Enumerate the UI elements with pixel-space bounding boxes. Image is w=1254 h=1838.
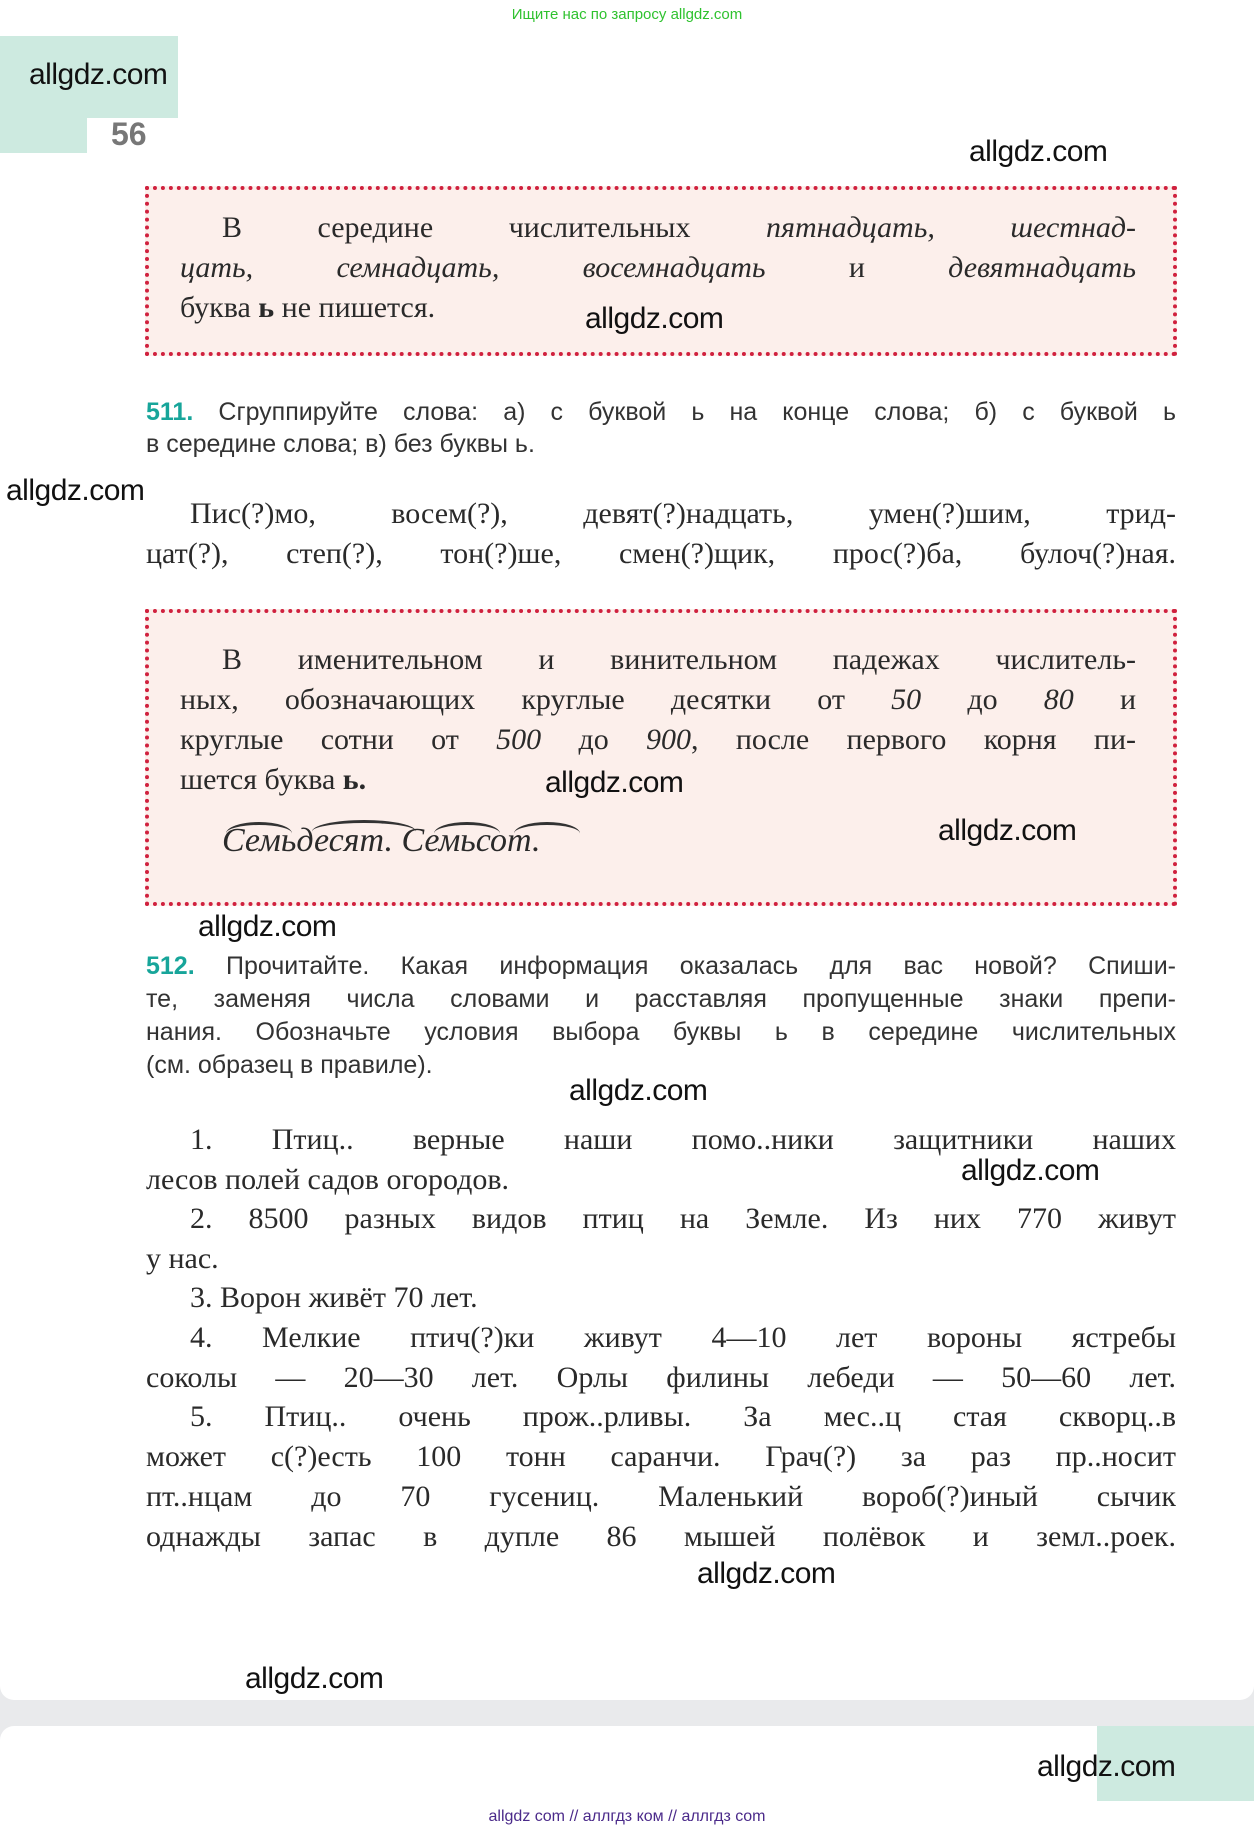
search-hint-link[interactable]: Ищите нас по запросу allgdz.com — [511, 6, 743, 23]
watermark: allgdz.com — [545, 766, 684, 799]
page-number: 56 — [111, 116, 147, 152]
exercise-512-task: 512. Прочитайте. Какая информация оказалась для вас новой? Спиши- — [146, 952, 1176, 980]
exercise-511-words: цат(?), степ(?), тон(?)ше, смен(?)щик, прос(?)ба, булоч(?)ная. — [146, 537, 1176, 570]
watermark: allgdz.com — [969, 135, 1108, 168]
rule2-line: круглые сотни от 500 до 900, после первого корня пи- — [180, 723, 1136, 756]
rule1-line: В середине числительных пятнадцать, шестнад- — [222, 211, 1137, 244]
rule2-line: В именительном и винительном падежах числитель- — [222, 643, 1136, 676]
exercise-512-line: у нас. — [146, 1242, 219, 1275]
exercise-512-line: 4. Мелкие птич(?)ки живут 4—10 лет вороны ястребы — [190, 1321, 1176, 1354]
exercise-511-words: Пис(?)мо, восем(?), девят(?)надцать, умен(?)шим, трид- — [190, 497, 1176, 530]
footer-links[interactable]: allgdz com // аллгдз ком // аллгдз com — [488, 1808, 766, 1825]
exercise-512-line: 5. Птиц.. очень прож..рливы. За мес..ц стая скворц..в — [190, 1400, 1176, 1433]
exercise-512-task: те, заменяя числа словами и расставляя пропущенные знаки препи- — [146, 985, 1176, 1013]
rule2-line: ных, обозначающих круглые десятки от 50 до 80 и — [180, 683, 1137, 716]
watermark: allgdz.com — [198, 910, 337, 943]
watermark: allgdz.com — [1037, 1750, 1176, 1783]
watermark: allgdz.com — [569, 1074, 708, 1107]
watermark: allgdz.com — [697, 1557, 836, 1590]
watermark: allgdz.com — [245, 1662, 384, 1695]
exercise-511-task: 511. Сгруппируйте слова: а) с буквой ь на конце слова; б) с буквой ь — [146, 398, 1176, 426]
watermark: allgdz.com — [6, 474, 145, 507]
exercise-512-line: соколы — 20—30 лет. Орлы филины лебеди — 50—60 лет. — [146, 1361, 1176, 1394]
exercise-512-line: пт..нцам до 70 гусениц. Маленький вороб(?)иный сычик — [146, 1480, 1176, 1513]
rule1-line: цать, семнадцать, восемнадцать и девятнадцать — [180, 251, 1136, 284]
watermark: allgdz.com — [961, 1154, 1100, 1187]
example-words: Семьдесят. Семьсот. — [222, 822, 541, 859]
corner-tab-lower — [0, 118, 87, 153]
rule2-line: шется буква ь. — [180, 763, 367, 796]
exercise-512-line: 1. Птиц.. верные наши помо..ники защитники наших — [190, 1123, 1176, 1156]
exercise-512-task: нания. Обозначьте условия выбора буквы ь в середине числительных — [146, 1018, 1176, 1046]
watermark: allgdz.com — [29, 58, 168, 91]
exercise-512-line: лесов полей садов огородов. — [146, 1163, 510, 1196]
rule1-line: буква ь не пишется. — [180, 291, 436, 324]
watermark: allgdz.com — [938, 814, 1077, 847]
exercise-512-line: 2. 8500 разных видов птиц на Земле. Из них 770 живут — [190, 1202, 1176, 1235]
exercise-512-task: (см. образец в правиле). — [146, 1051, 433, 1079]
watermark: allgdz.com — [585, 302, 724, 335]
exercise-511-task: в середине слова; в) без буквы ь. — [146, 430, 535, 458]
exercise-512-line: может с(?)есть 100 тонн саранчи. Грач(?) за раз пр..носит — [146, 1440, 1176, 1473]
exercise-512-line: однажды запас в дупле 86 мышей полёвок и земл..роек. — [146, 1520, 1176, 1553]
exercise-512-line: 3. Ворон живёт 70 лет. — [190, 1281, 478, 1314]
